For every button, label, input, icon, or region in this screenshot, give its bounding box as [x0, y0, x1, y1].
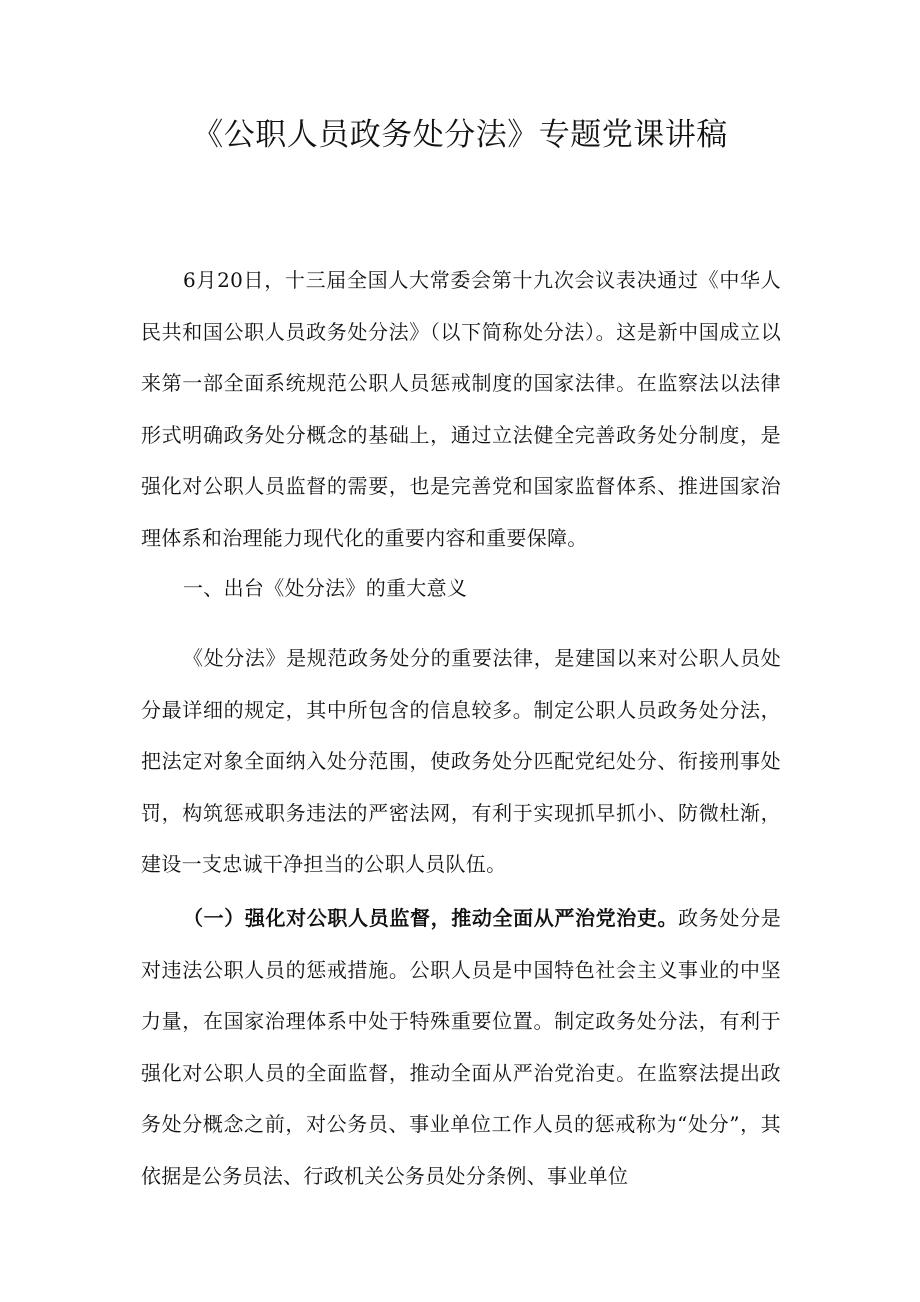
paragraph-text: 6月20日，十三届全国人大常委会第十九次会议表决通过《中华人民共和国公职人员政务处分法》（以下简称处分法）。这是新中国成立以来第一部全面系统规范公职人员惩戒制度的国家法律。在监察法以法律形式明确政务处分概念的基础上，通过立法健全完善政务处分制度，是强化对公职人员监督的需要，也是完善党和国家监督体系、推进国家治理体系和治理能力现代化的重要内容和重要保障。 [141, 268, 781, 550]
paragraph-intro [141, 255, 781, 564]
subsection-bold-lead: （一）强化对公职人员监督，推动全面从严治党治吏。 [183, 906, 679, 930]
section-heading-1 [141, 563, 781, 615]
subsection-body-text: 政务处分是对违法公职人员的惩戒措施。公职人员是中国特色社会主义事业的中坚力量，在国家治理体系中处于特殊重要位置。制定政务处分法，有利于强化对公职人员的全面监督，推动全面从严治党治吏。在监察法提出政务处分概念之前，对公务员、事业单位工作人员的惩戒称为“处分”，其依据是公务员法、行政机关公务员处分条例、事业单位 [141, 906, 781, 1188]
paragraph-text [141, 893, 781, 1202]
section-heading-text: 一、出台《处分法》的重大意义 [183, 576, 468, 600]
paragraph-significance [141, 633, 781, 891]
document-title: 《公职人员政务处分法》专题党课讲稿 [192, 117, 728, 153]
paragraph-text: 《处分法》是规范政务处分的重要法律，是建国以来对公职人员处分最详细的规定，其中所包含的信息较多。制定公职人员政务处分法，把法定对象全面纳入处分范围，使政务处分匹配党纪处分、衔接刑事处罚，构筑惩戒职务违法的严密法网，有利于实现抓早抓小、防微杜渐，建设一支忠诚干净担当的公职人员队伍。 [141, 646, 781, 876]
paragraph-subsection-1 [141, 893, 781, 1202]
